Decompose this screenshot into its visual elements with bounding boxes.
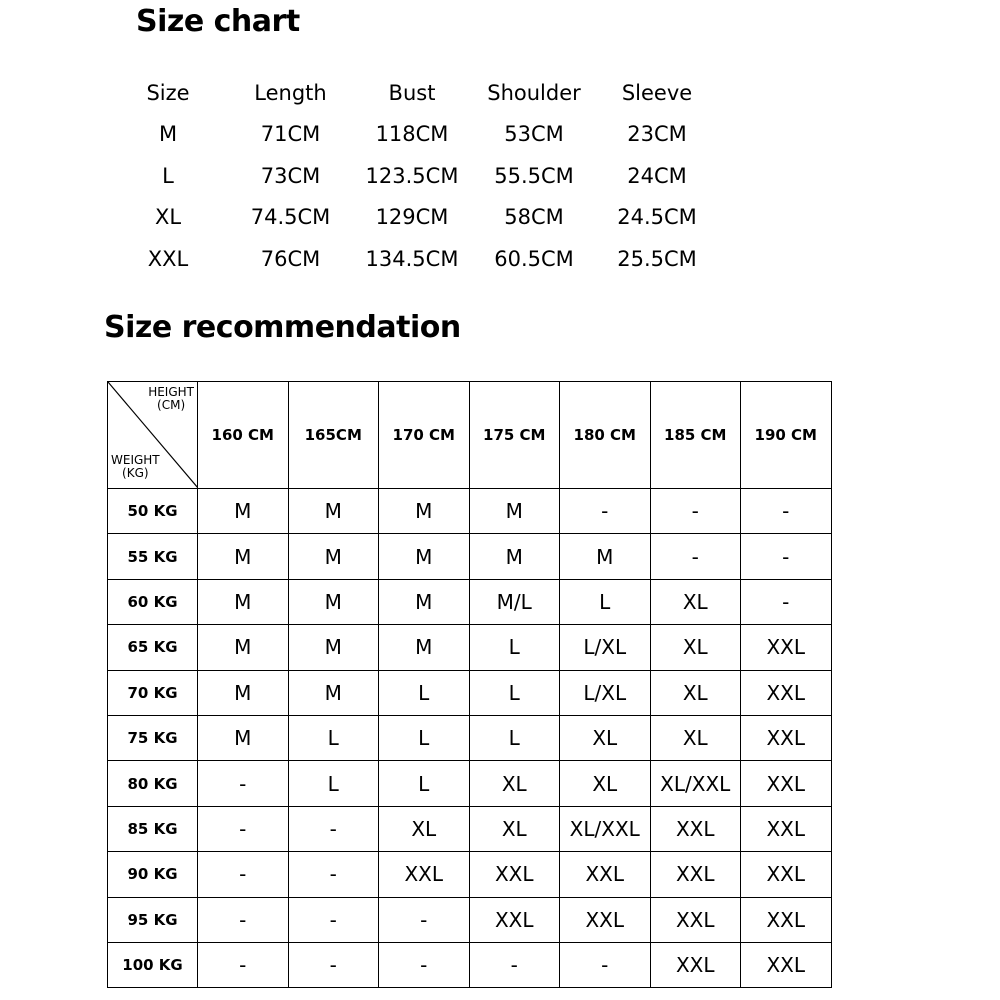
measurement-value: 24CM — [627, 163, 687, 188]
recommended-size-cell: XL — [469, 761, 560, 806]
corner-height-text: HEIGHT — [148, 385, 194, 399]
recommended-size-cell: L — [379, 715, 470, 760]
recommended-size-cell: M — [198, 715, 289, 760]
recommended-size-cell: - — [741, 579, 832, 624]
size-label: XL — [154, 205, 182, 230]
size-label: L — [162, 163, 174, 188]
grid-corner-cell — [108, 382, 198, 489]
recommended-size-cell: XXL — [741, 761, 832, 806]
recommended-size-cell: L — [288, 761, 379, 806]
weight-header: 95 KG — [108, 897, 198, 942]
grid-row — [108, 670, 832, 715]
size-chart-header: Sleeve — [621, 80, 693, 105]
recommended-size-cell: M — [379, 489, 470, 534]
measurement-value: 55.5CM — [494, 163, 574, 188]
grid-row — [108, 625, 832, 670]
size-label: XXL — [147, 246, 189, 271]
grid-row — [108, 897, 832, 942]
recommended-size-cell: L — [469, 715, 560, 760]
measurement-value: 71CM — [260, 122, 321, 147]
height-header: 165CM — [288, 382, 379, 489]
size-chart-header: Bust — [388, 80, 436, 105]
size-chart-body — [108, 114, 728, 280]
recommended-size-cell: XL — [650, 579, 741, 624]
grid-row — [108, 852, 832, 897]
recommended-size-cell: XL — [650, 715, 741, 760]
grid-header-row — [108, 382, 832, 489]
size-chart-header-row — [108, 72, 728, 114]
recommended-size-cell: M — [198, 489, 289, 534]
size-chart-row — [108, 114, 728, 156]
recommended-size-cell: M — [560, 534, 651, 579]
measurement-value: 129CM — [375, 205, 449, 230]
measurement-value: 118CM — [375, 122, 449, 147]
recommended-size-cell: M — [198, 625, 289, 670]
size-chart-row — [108, 197, 728, 239]
recommended-size-cell: - — [741, 489, 832, 534]
measurement-value: 123.5CM — [365, 163, 459, 188]
recommended-size-cell: L — [379, 670, 470, 715]
recommended-size-cell: L — [379, 761, 470, 806]
recommended-size-cell: - — [379, 942, 470, 987]
measurement-value: 58CM — [504, 205, 564, 230]
recommended-size-cell: XL — [560, 761, 651, 806]
recommended-size-cell: - — [198, 852, 289, 897]
recommended-size-cell: M — [288, 489, 379, 534]
size-chart-row — [108, 238, 728, 280]
recommended-size-cell: XL/XXL — [650, 761, 741, 806]
recommended-size-cell: XXL — [741, 897, 832, 942]
recommended-size-cell: - — [650, 534, 741, 579]
measurement-value: 73CM — [260, 163, 321, 188]
recommended-size-cell: L — [469, 625, 560, 670]
recommended-size-cell: M — [469, 534, 560, 579]
height-header: 185 CM — [650, 382, 741, 489]
recommended-size-cell: - — [288, 852, 379, 897]
recommended-size-cell: - — [469, 942, 560, 987]
recommended-size-cell: - — [198, 761, 289, 806]
measurement-value: 134.5CM — [365, 246, 459, 271]
size-chart-table — [108, 72, 728, 280]
measurement-value: 24.5CM — [617, 205, 697, 230]
recommended-size-cell: M — [469, 489, 560, 534]
measurement-value: 76CM — [260, 246, 321, 271]
recommended-size-cell: L — [288, 715, 379, 760]
grid-row — [108, 534, 832, 579]
size-chart-row — [108, 155, 728, 197]
recommended-size-cell: - — [288, 897, 379, 942]
grid-row — [108, 806, 832, 851]
recommended-size-cell: - — [198, 806, 289, 851]
corner-weight-unit: (KG) — [122, 466, 149, 480]
weight-header: 75 KG — [108, 715, 198, 760]
size-chart-title: Size chart — [136, 4, 300, 39]
recommended-size-cell: L — [469, 670, 560, 715]
weight-header: 100 KG — [108, 942, 198, 987]
size-recommendation-grid — [107, 381, 832, 988]
grid-row — [108, 942, 832, 987]
recommended-size-cell: M/L — [469, 579, 560, 624]
weight-header: 80 KG — [108, 761, 198, 806]
recommended-size-cell: M — [379, 625, 470, 670]
height-header: 170 CM — [379, 382, 470, 489]
corner-height-label — [148, 386, 194, 412]
measurement-value: 74.5CM — [250, 205, 331, 230]
recommended-size-cell: - — [288, 806, 379, 851]
recommended-size-cell: XXL — [741, 852, 832, 897]
recommended-size-cell: - — [650, 489, 741, 534]
recommended-size-cell: - — [560, 489, 651, 534]
recommended-size-cell: M — [288, 670, 379, 715]
recommended-size-cell: XXL — [741, 670, 832, 715]
recommended-size-cell: - — [198, 942, 289, 987]
grid-row — [108, 761, 832, 806]
recommended-size-cell: L/XL — [560, 625, 651, 670]
recommended-size-cell: M — [198, 534, 289, 579]
corner-weight-text: WEIGHT — [111, 453, 160, 467]
recommended-size-cell: - — [288, 942, 379, 987]
recommended-size-cell: XXL — [469, 852, 560, 897]
corner-weight-label — [111, 454, 160, 480]
height-header: 190 CM — [741, 382, 832, 489]
recommended-size-cell: XL — [560, 715, 651, 760]
recommended-size-cell: XXL — [741, 942, 832, 987]
recommended-size-cell: XL/XXL — [560, 806, 651, 851]
weight-header: 70 KG — [108, 670, 198, 715]
recommended-size-cell: L/XL — [560, 670, 651, 715]
recommended-size-cell: XXL — [650, 852, 741, 897]
size-chart-header: Shoulder — [487, 80, 581, 105]
recommended-size-cell: XXL — [650, 942, 741, 987]
recommended-size-cell: - — [379, 897, 470, 942]
recommended-size-cell: XXL — [741, 715, 832, 760]
recommended-size-cell: XXL — [379, 852, 470, 897]
size-chart-header: Length — [254, 80, 327, 105]
recommended-size-cell: M — [288, 534, 379, 579]
recommended-size-cell: XXL — [560, 897, 651, 942]
height-header: 175 CM — [469, 382, 560, 489]
recommended-size-cell: M — [198, 670, 289, 715]
recommended-size-cell: - — [741, 534, 832, 579]
recommended-size-cell: XXL — [469, 897, 560, 942]
recommended-size-cell: - — [560, 942, 651, 987]
weight-header: 65 KG — [108, 625, 198, 670]
recommended-size-cell: XL — [469, 806, 560, 851]
corner-height-unit: (CM) — [157, 398, 186, 412]
recommended-size-cell: XL — [650, 670, 741, 715]
weight-header: 85 KG — [108, 806, 198, 851]
recommended-size-cell: M — [198, 579, 289, 624]
recommended-size-cell: M — [379, 534, 470, 579]
weight-header: 60 KG — [108, 579, 198, 624]
recommended-size-cell: XXL — [560, 852, 651, 897]
weight-header: 50 KG — [108, 489, 198, 534]
measurement-value: 53CM — [504, 122, 564, 147]
recommended-size-cell: XXL — [650, 806, 741, 851]
height-header: 180 CM — [560, 382, 651, 489]
grid-row — [108, 715, 832, 760]
grid-row — [108, 579, 832, 624]
recommended-size-cell: XL — [650, 625, 741, 670]
recommended-size-cell: XXL — [741, 806, 832, 851]
recommended-size-cell: L — [560, 579, 651, 624]
recommended-size-cell: XXL — [741, 625, 832, 670]
measurement-value: 23CM — [627, 122, 687, 147]
recommended-size-cell: XXL — [650, 897, 741, 942]
weight-header: 90 KG — [108, 852, 198, 897]
size-recommendation-title: Size recommendation — [104, 310, 461, 345]
measurement-value: 60.5CM — [494, 246, 574, 271]
size-label: M — [158, 122, 178, 147]
recommended-size-cell: - — [198, 897, 289, 942]
recommended-size-cell: XL — [379, 806, 470, 851]
size-chart-header: Size — [146, 80, 190, 105]
height-header: 160 CM — [198, 382, 289, 489]
recommended-size-cell: M — [288, 579, 379, 624]
grid-row — [108, 489, 832, 534]
recommended-size-cell: M — [288, 625, 379, 670]
recommended-size-cell: M — [379, 579, 470, 624]
measurement-value: 25.5CM — [617, 246, 697, 271]
weight-header: 55 KG — [108, 534, 198, 579]
